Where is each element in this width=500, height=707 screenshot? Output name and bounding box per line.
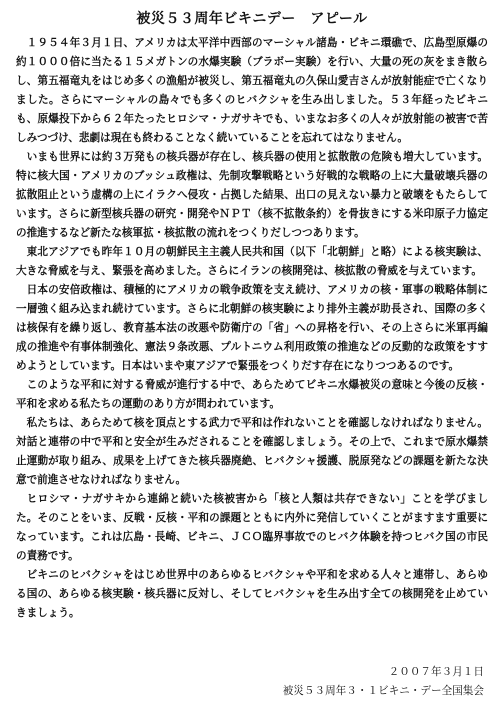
paragraph-7: ヒロシマ・ナガサキから連綿と続いた核被害から「核と人類は共存できない」ことを学びました。そのことをいま、反戦・反核・平和の課題とともに内外に発信していくことがますます重要になっています。これは広島・長崎、ビキニ、ＪＣＯ臨界事故でのヒバク体験を持つヒバク国の市民の責務です。	[16, 493, 488, 562]
paragraph-3: 東北アジアでも昨年１０月の朝鮮民主主義人民共和国（以下「北朝鮮」と略）による核実験は、大きな脅威を与え、緊張を高めました。さらにイランの核開発は、核拡散の脅威を与えています。	[16, 246, 488, 277]
paragraph-6: 私たちは、あらためて核を頂点とする武力で平和は作れないことを確認しなければなりません。対話と連帯の中で平和と安全が生みだされることを確認しましょう。その上で、これまで原水爆禁止運動が取り組み、成果を上げてきた核兵器廃絶、ヒバクシャ援護、脱原発などの課題を新たな決意で前進させなければなりません。	[16, 417, 488, 486]
paragraph-5: このような平和に対する脅威が進行する中で、あらためてビキニ水爆被災の意味と今後の反核・平和を求める私たちの運動のあり方が問われています。	[16, 379, 488, 410]
issuing-organization: 被災５３周年３・１ビキニ・デー全国集会	[282, 685, 484, 697]
document-title: 被災５３周年ビキニデー アピール	[136, 11, 368, 27]
document-date: ２００７年３月１日	[388, 666, 484, 678]
paragraph-8: ビキニのヒバクシャをはじめ世界中のあらゆるヒバクシャや平和を求める人々と連帯し、あらゆる国の、あらゆる核実験・核兵器に反対し、そしてヒバクシャを生み出す全ての核開発を止めていきましょう。	[16, 569, 488, 619]
signature-block	[283, 663, 484, 701]
paragraph-1: １９５４年３月１日、アメリカは太平洋中西部のマーシャル諸島・ビキニ環礁で、広島型原爆の約１０００倍に当たる１５メガトンの水爆実験（ブラボー実験）を行い、大量の死の灰をまき散らし、第五福竜丸をはじめ多くの漁船が被災し、第五福竜丸の久保山愛吉さんが放射能症で亡くなりました。さらにマーシャルの島々でも多くのヒバクシャを生み出しました。５３年経ったビキニも、原爆投下から６２年たったヒロシマ・ナガサキでも、いまなお多くの人々が放射能の被害で苦しみつづけ、悲劇は現在も終わることなく続いていることを忘れてはなりません。	[16, 37, 488, 144]
document-body	[16, 34, 488, 623]
paragraph-2: いまも世界には約３万発もの核兵器が存在し、核兵器の使用と拡散散の危険も増大しています。特に核大国・アメリカのブッシュ政権は、先制攻撃戦略という好戦的な戦略の上に大量破壊兵器の拡散阻止という虚構の上にイラクへ侵攻・占拠した結果、出口の見えない暴力と破壊をもたらしています。さらに新型核兵器の研究・開発やＮＰＴ（核不拡散条約）を骨抜きにする米印原子力協定の推進するなど新たな核軍拡・核拡散の流れをつくりだしつつあります。	[16, 151, 488, 239]
paragraph-4: 日本の安倍政権は、積極的にアメリカの戦争政策を支え続け、アメリカの核・軍事の戦略体制に一層強く組み込まれ続けています。さらに北朝鮮の核実験により排外主義が助長され、国際の多くは核保有を繰り返し、教育基本法の改悪や防衛庁の「省」への昇格を行い、その上さらに米軍再編成の推進や有事体制強化、憲法９条改悪、プルトニウム利用政策の推進などの反動的な政策をすすめようとしています。日本はいまや東アジアで緊張をつくりだす存在になりつつあるのです。	[16, 284, 488, 372]
